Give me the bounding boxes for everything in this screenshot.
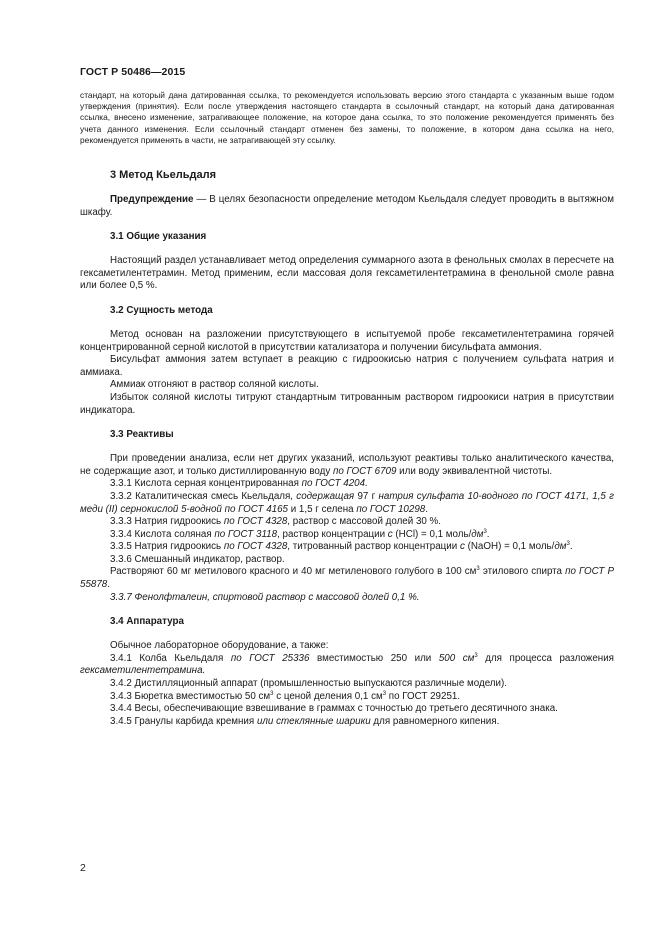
text-italic: с	[387, 528, 393, 540]
document-header: ГОСТ Р 50486—2015	[80, 66, 186, 78]
text-run: , раствор с массовой долей 30 %.	[287, 516, 441, 528]
text-run: , титрованный раствор концентрации	[287, 541, 460, 553]
item-3-3-4	[80, 529, 614, 542]
section-3-heading: 3 Метод Кьельдаля	[110, 169, 217, 182]
section-3-3-heading: 3.3 Реактивы	[110, 429, 174, 441]
reference-italic: по ГОСТ 10298	[356, 503, 426, 515]
section-3-2-p1: Метод основан на разложении присутствующего в испытуемой пробе гексаметилентетрамина горячей концентрированной серной кислотой в присутствии катализатора и получении бисульфата аммония.	[80, 328, 614, 353]
item-3-3-5	[80, 541, 614, 554]
text-run: этилового спирта	[479, 566, 566, 578]
text-run: и 1,5 г селена	[288, 503, 357, 515]
text-run: При проведении анализа, если нет других указаний, используют реактивы только аналитического качества, не содержащие азот, и только дистиллированную воду	[80, 453, 614, 477]
text-run: или воду эквивалентной чистоты.	[396, 465, 553, 477]
document-body	[80, 90, 614, 728]
item-3-4-5	[80, 716, 614, 729]
text-run: для процесса разложения	[477, 652, 614, 664]
warning-paragraph	[80, 194, 614, 219]
section-3-2-heading: 3.2 Сущность метода	[110, 304, 213, 316]
text-italic: содержащая	[296, 490, 355, 502]
text-run: 3.3.3 Натрия гидроокись	[110, 516, 224, 528]
text-italic: натрия сульфата 10-водного по ГОСТ 4171, 1,5 г меди (II) сернокислой 5-водной по ГОСТ 4165	[80, 490, 614, 515]
text-italic: дм	[471, 528, 484, 540]
text-run: 3.3.1 Кислота серная концентрированная	[110, 478, 302, 490]
text-run: , раствор концентрации	[277, 528, 388, 540]
text-run: .	[107, 579, 110, 591]
section-3-4-intro: Обычное лабораторное оборудование, а также:	[110, 640, 329, 652]
text-run: вместимостью 250 или	[309, 652, 439, 664]
text-run: .	[425, 503, 428, 515]
item-3-3-6-detail	[80, 566, 614, 591]
page-number: 2	[80, 862, 86, 874]
item-3-3-1	[80, 478, 614, 491]
text-run: 3.3.2 Каталитическая смесь Кьельдаля,	[110, 490, 297, 502]
text-italic: с	[459, 541, 465, 553]
text-italic: 3.3.7 Фенолфталеин, спиртовой раствор с массовой долей 0,1 %.	[110, 591, 420, 603]
superscript: 3	[474, 652, 478, 659]
superscript: 3	[270, 690, 274, 697]
item-3-4-2: 3.4.2 Дистилляционный аппарат (промышленностью выпускаются различные модели).	[110, 678, 507, 690]
text-run: Растворяют 60 мг метилового красного и 40 мг метиленового голубого в 100 см	[110, 566, 477, 578]
warning-text: — В целях безопасности определение методом Кьельдаля следует проводить в вытяжном шкафу.	[80, 194, 614, 218]
section-3-1-text: Настоящий раздел устанавливает метод определения суммарного азота в фенольных смолах в пересчете на гексаметилентетрамин. Метод применим, если массовая доля гексаметилентетрамина в фенольной смоле равна или более 0,5 %.	[80, 255, 614, 292]
reference-italic: по ГОСТ 4204.	[301, 478, 368, 490]
warning-label: Предупреждение	[110, 194, 194, 206]
superscript: 3	[483, 528, 487, 535]
section-3-2-p2: Бисульфат аммония затем вступает в реакцию с гидроокисью натрия с получением сульфата натрия и аммиака.	[80, 354, 614, 378]
section-3-4-heading: 3.4 Аппаратура	[110, 616, 184, 628]
reference-italic: по ГОСТ 4328	[223, 541, 288, 553]
text-italic: дм	[554, 541, 567, 553]
text-run: 3.4.1 Колба Кьельдаля	[110, 652, 231, 664]
reference-italic: по ГОСТ Р 55878	[80, 566, 614, 591]
item-3-3-7	[80, 592, 614, 605]
text-italic: 500 см	[438, 652, 475, 664]
item-3-4-1	[80, 653, 614, 678]
intro-paragraph: стандарт, на который дана датированная ссылка, то рекомендуется использовать версию этого стандарта с указанным выше годом утверждения (принятия). Если после утверждения настоящего стандарта в ссылочный стандарт, на который дана датированная ссылка, внесено изменение, затрагивающее положение, на которое дана ссылка, то это положение рекомендуется применять без учета данного изменения. Если ссылочный стандарт отменен без замены, то положение, в котором дана ссылка на него, рекомендуется применять в части, не затрагивающей эту ссылку.	[80, 90, 614, 145]
text-run: с ценой деления 0,1 см	[273, 690, 383, 702]
reference-italic: по ГОСТ 6709	[332, 465, 397, 477]
item-3-3-3	[80, 516, 614, 529]
item-3-3-6: 3.3.6 Смешанный индикатор, раствор.	[110, 553, 285, 565]
text-run: (HCl) = 0,1 моль/	[392, 528, 472, 540]
section-3-3-intro	[80, 453, 614, 478]
item-3-4-3	[80, 691, 614, 704]
superscript: 3	[566, 541, 570, 548]
section-3-2-p3: Аммиак отгоняют в раствор соляной кислоты.	[110, 379, 319, 391]
section-3-1-heading: 3.1 Общие указания	[110, 231, 207, 243]
text-run: по ГОСТ 29251.	[386, 690, 461, 702]
text-italic: или стеклянные шарики	[256, 715, 371, 727]
reference-italic: по ГОСТ 3118	[214, 528, 278, 540]
section-3-2-p4: Избыток соляной кислоты титруют стандартным титрованным раствором гидроокиси натрия в присутствии индикатора.	[80, 391, 614, 416]
text-run: .	[486, 528, 490, 540]
text-run: .	[569, 541, 573, 553]
text-run: 97 г	[354, 490, 379, 502]
text-run: для равномерного кипения.	[370, 715, 500, 727]
superscript: 3	[476, 566, 480, 573]
text-run: 3.3.5 Натрия гидроокись	[110, 541, 224, 553]
text-run: 3.4.5 Гранулы карбида кремния	[110, 715, 257, 727]
superscript: 3	[382, 690, 387, 697]
reference-italic: по ГОСТ 4328	[223, 516, 288, 528]
item-3-4-4: 3.4.4 Весы, обеспечивающие взвешивание в граммах с точностью до третьего десятичного знака.	[110, 703, 558, 715]
text-run: 3.3.4 Кислота соляная	[110, 528, 215, 540]
text-run: 3.4.3 Бюретка вместимостью 50 см	[110, 690, 271, 702]
text-run: (NaOH) = 0,1 моль/	[464, 541, 555, 553]
item-3-3-2	[80, 491, 614, 516]
text-italic: гексаметилентетрамина.	[80, 665, 206, 677]
reference-italic: по ГОСТ 25336	[230, 652, 310, 664]
